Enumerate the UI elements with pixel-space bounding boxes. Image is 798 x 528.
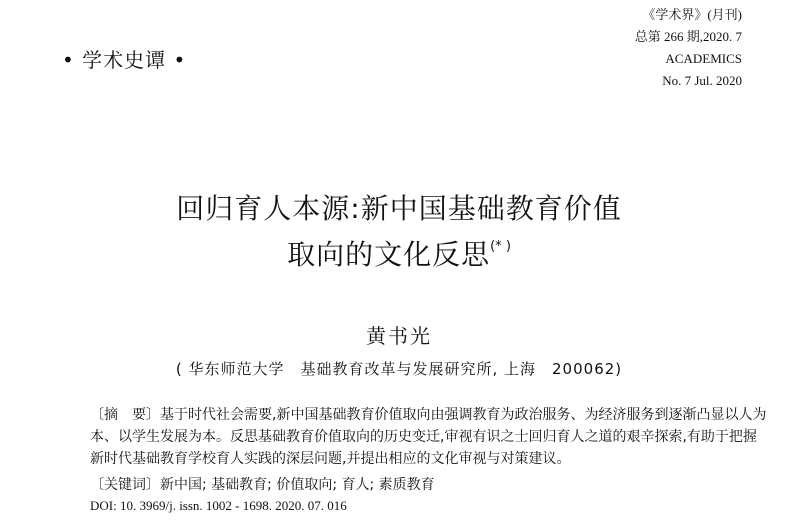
author-affiliation: ( 华东师范大学 基础教育改革与发展研究所, 上海 200062) [175,360,623,378]
title-line-1: 回归育人本源:新中国基础教育价值 [176,192,622,225]
abstract-paragraph [90,404,770,470]
abstract-label: 〔摘 要〕 [90,407,160,423]
keywords [90,474,435,494]
keywords-text: 新中国; 基础教育; 价值取向; 育人; 素质教育 [160,477,435,493]
abstract [90,404,770,470]
column-label: • 学术史谭 • [62,48,187,72]
author-name: 黄书光 [366,324,432,348]
title-line-2: 取向的文化反思 [287,238,491,271]
journal-english-name: ACADEMICS [665,51,742,66]
journal-name: 《学术界》(月刊) [642,7,742,22]
title-footnote-mark[interactable]: (* ) [490,239,511,254]
abstract-text: 基于时代社会需要,新中国基础教育价值取向由强调教育为政治服务、为经济服务到逐渐凸显以人为本、以学生发展为本。反思基础教育价值取向的历史变迁,审视有识之士回归育人之道的艰辛探索,有助于把握新时代基础教育学校育人实践的深层问题,并提出相应的文化审视与对策建议。 [90,407,767,467]
keywords-label: 〔关键词〕 [90,477,160,493]
english-issue: No. 7 Jul. 2020 [662,73,742,88]
issue-number: 总第 266 期,2020. 7 [634,29,742,44]
title-line-2-wrap [0,228,798,274]
article-title [0,190,798,274]
journal-masthead [635,4,742,92]
doi[interactable]: DOI: 10. 3969/j. issn. 1002 - 1698. 2020. 07. 016 [90,498,347,513]
